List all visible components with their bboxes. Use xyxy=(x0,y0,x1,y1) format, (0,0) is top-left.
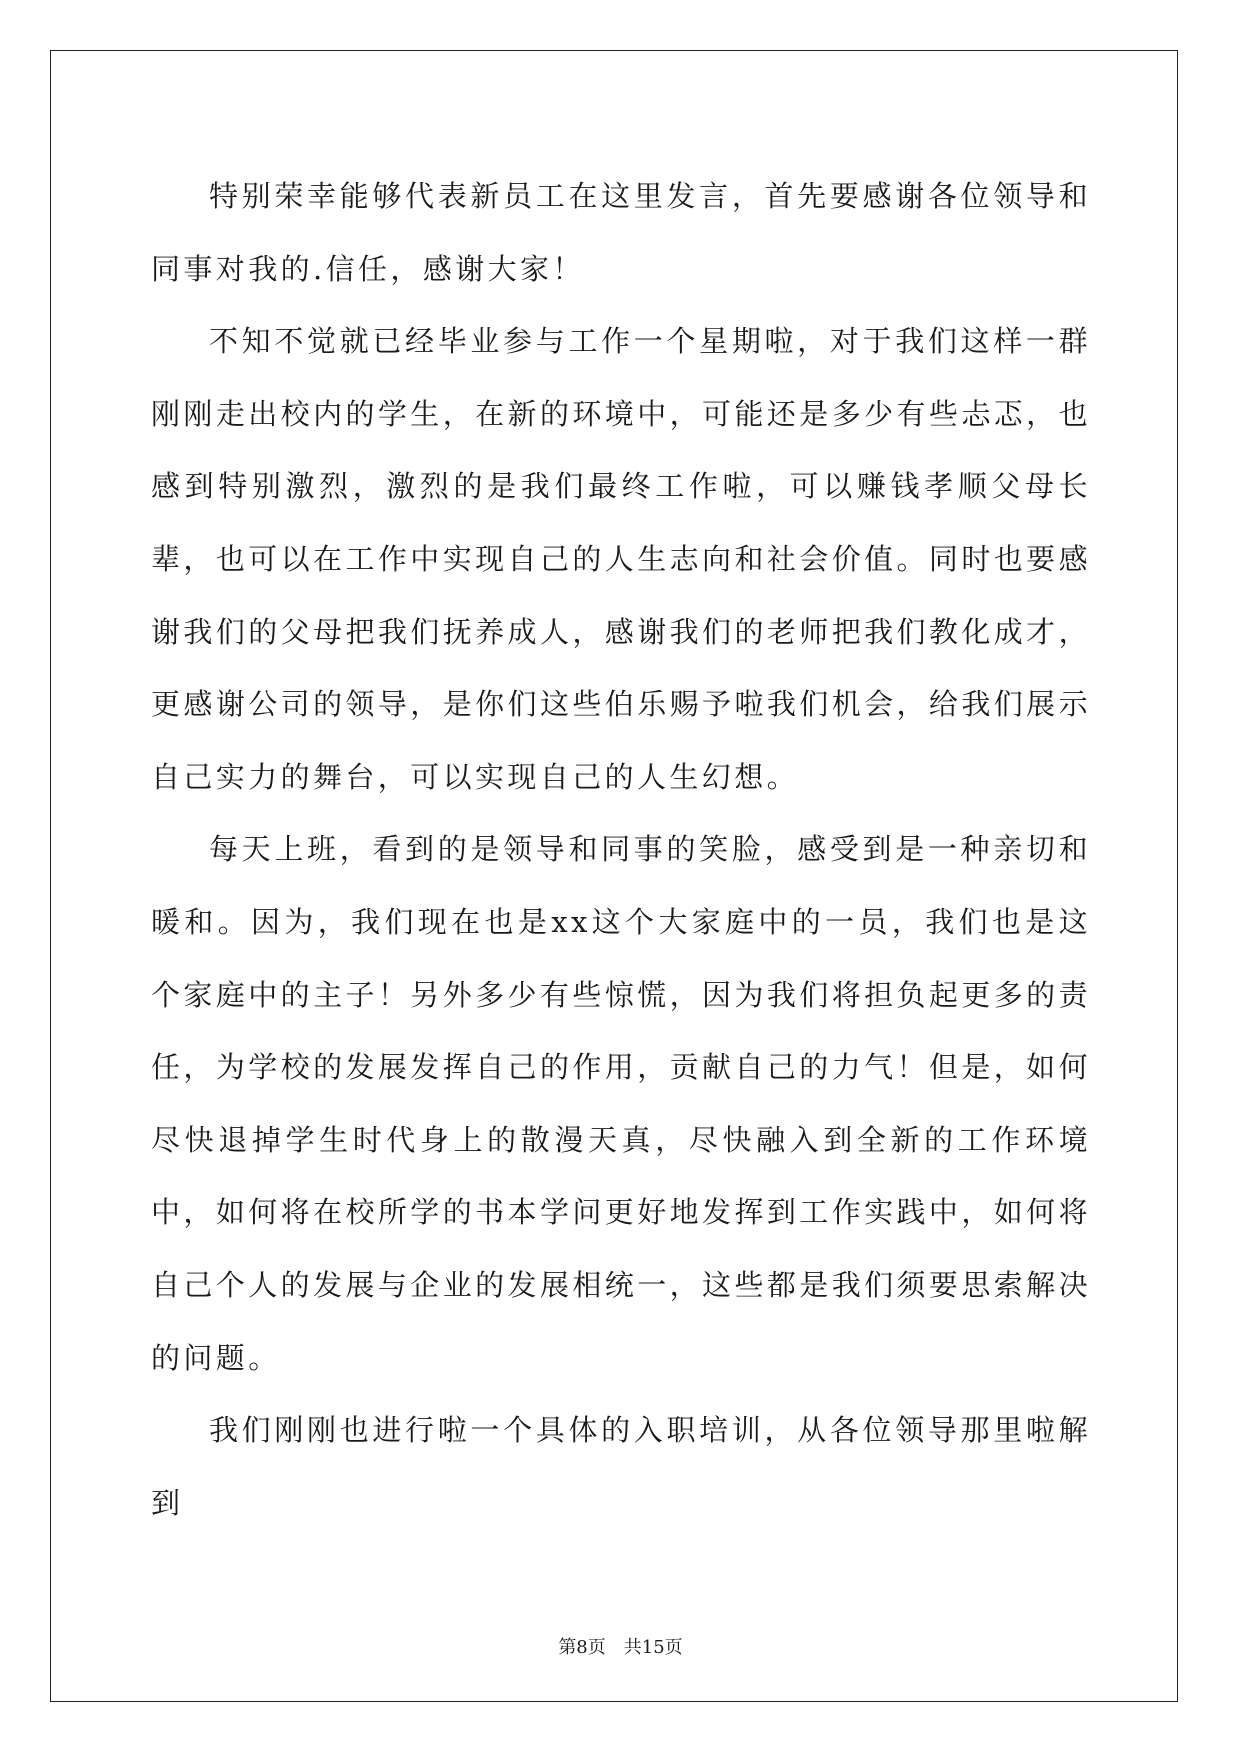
paragraph: 不知不觉就已经毕业参与工作一个星期啦，对于我们这样一群刚刚走出校内的学生，在新的环境中，可能还是多少有些忐忑，也感到特别激烈，激烈的是我们最终工作啦，可以赚钱孝顺父母长辈，也可以在工作中实现自己的人生志向和社会价值。同时也要感谢我们的父母把我们抚养成人，感谢我们的老师把我们教化成才，更感谢公司的领导，是你们这些伯乐赐予啦我们机会，给我们展示自己实力的舞台，可以实现自己的人生幻想。 xyxy=(151,324,1091,794)
page-footer xyxy=(0,1636,1241,1660)
document-body xyxy=(151,160,1091,1539)
page-total: 共15页 xyxy=(623,1637,683,1658)
paragraph: 我们刚刚也进行啦一个具体的入职培训，从各位领导那里啦解到 xyxy=(151,1413,1091,1520)
paragraph: 特别荣幸能够代表新员工在这里发言，首先要感谢各位领导和同事对我的.信任，感谢大家！ xyxy=(151,179,1091,286)
page-number: 第8页 xyxy=(558,1637,606,1658)
paragraph: 每天上班，看到的是领导和同事的笑脸，感受到是一种亲切和暖和。因为，我们现在也是xx这个大家庭中的一员，我们也是这个家庭中的主子！另外多少有些惊慌，因为我们将担负起更多的责任，为学校的发展发挥自己的作用，贡献自己的力气！但是，如何尽快退掉学生时代身上的散漫天真，尽快融入到全新的工作环境中，如何将在校所学的书本学问更好地发挥到工作实践中，如何将自己个人的发展与企业的发展相统一，这些都是我们须要思索解决的问题。 xyxy=(151,832,1091,1375)
